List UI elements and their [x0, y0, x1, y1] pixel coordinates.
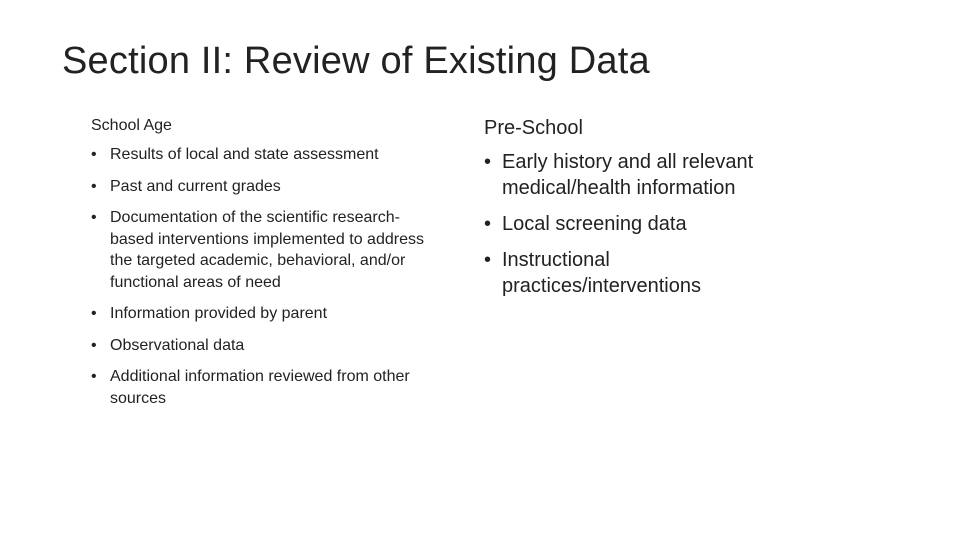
- list-item: [91, 207, 436, 293]
- school-age-heading: School Age: [91, 117, 172, 134]
- school-age-column: [91, 116, 436, 419]
- bullet-icon: •: [484, 249, 492, 271]
- bullet-icon: •: [484, 151, 492, 173]
- list-item-text: Results of local and state assessment: [110, 146, 379, 163]
- bullet-icon: •: [91, 209, 97, 226]
- slide-title: Section II: Review of Existing Data: [62, 40, 650, 82]
- list-item: [484, 247, 814, 299]
- bullet-icon: •: [91, 336, 97, 354]
- list-item: [91, 366, 436, 409]
- pre-school-column: [484, 115, 814, 309]
- list-item-text: Early history and all relevant medical/health information: [502, 151, 754, 199]
- list-item: [91, 303, 436, 325]
- pre-school-list: [484, 149, 814, 299]
- list-item: [484, 149, 814, 201]
- bullet-icon: •: [91, 305, 97, 322]
- list-item-text: Documentation of the scientific research-based interventions implemented to address the targeted academic, behavioral, and/or functional areas of need: [110, 209, 424, 291]
- list-item: [91, 176, 436, 198]
- bullet-icon: •: [91, 177, 97, 195]
- list-item: [91, 144, 436, 166]
- list-item-text: Observational data: [110, 336, 245, 354]
- list-item-text: Instructional practices/interventions: [502, 249, 701, 297]
- list-item: [91, 335, 436, 357]
- pre-school-heading: Pre-School: [484, 117, 583, 139]
- list-item: [484, 211, 814, 237]
- school-age-list: [91, 144, 436, 409]
- list-item-text: Additional information reviewed from other sources: [110, 368, 410, 407]
- bullet-icon: •: [484, 213, 492, 235]
- bullet-icon: •: [91, 146, 97, 163]
- bullet-icon: •: [91, 368, 97, 385]
- list-item-text: Local screening data: [502, 213, 687, 235]
- list-item-text: Past and current grades: [110, 177, 281, 195]
- list-item-text: Information provided by parent: [110, 305, 328, 322]
